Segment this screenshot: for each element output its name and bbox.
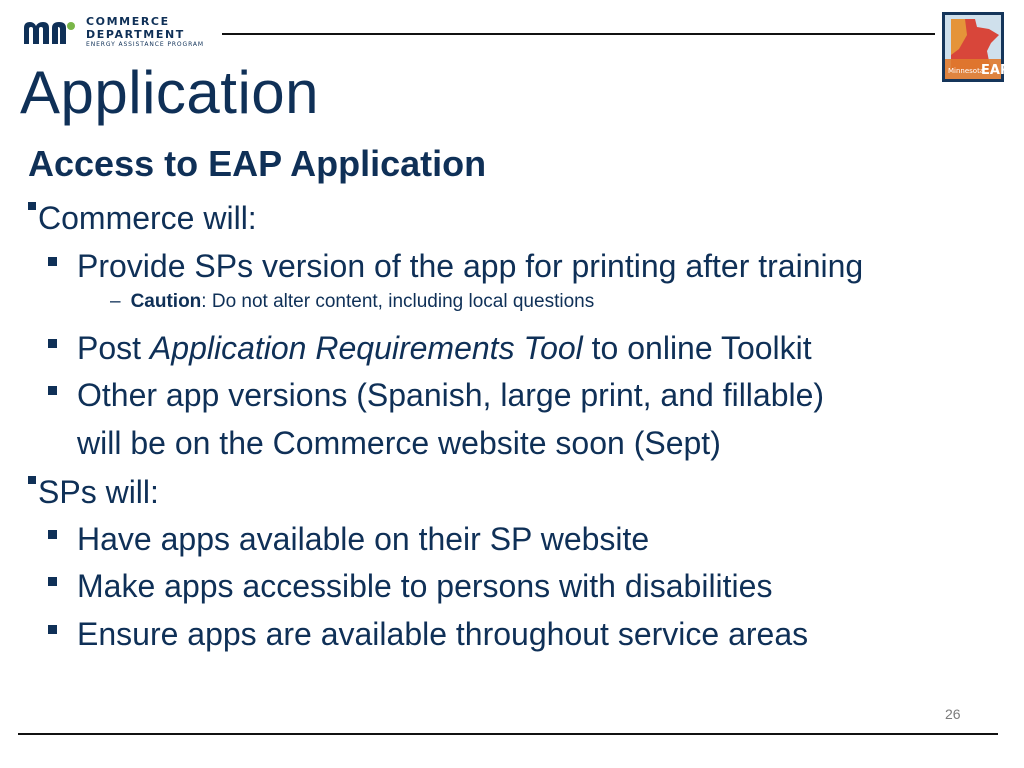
bullet-square-icon xyxy=(48,257,57,266)
bullet-square-icon xyxy=(48,577,57,586)
tool-suffix: to online Toolkit xyxy=(582,330,812,366)
commerce-item-post xyxy=(48,325,812,372)
commerce-item-text: will be on the Commerce website soon (Sept) xyxy=(77,425,721,461)
commerce-item-provide xyxy=(48,243,863,290)
header-divider xyxy=(222,33,935,35)
bullet-sps xyxy=(28,469,159,516)
logo-line-program: ENERGY ASSISTANCE PROGRAM xyxy=(86,41,205,48)
dash-bullet: – xyxy=(110,291,121,313)
bullet-commerce xyxy=(28,195,257,242)
logo-line-department: DEPARTMENT xyxy=(86,28,185,41)
commerce-item-other-continued xyxy=(77,420,721,467)
caution-label: Caution xyxy=(130,291,202,312)
bullet-square-icon xyxy=(48,386,57,395)
caution-text: : Do not alter content, including local questions xyxy=(201,291,595,312)
commerce-item-text: Provide SPs version of the app for printing after training xyxy=(77,248,864,284)
tool-name: Application Requirements Tool xyxy=(149,330,583,366)
sps-item xyxy=(48,611,808,658)
section-subtitle: Access to EAP Application xyxy=(28,143,487,184)
caution-note xyxy=(110,288,594,316)
sps-item-text: Ensure apps are available throughout service areas xyxy=(77,616,809,652)
bullet-square-icon xyxy=(48,339,57,348)
minnesota-eap-logo xyxy=(942,12,1010,82)
bullet-square-icon xyxy=(28,476,36,484)
logo-line-commerce: COMMERCE xyxy=(86,15,170,28)
eap-logo-small-text: Minnesota xyxy=(948,67,985,75)
bullet-square-icon xyxy=(28,202,36,210)
sps-item-text: Have apps available on their SP website xyxy=(77,521,650,557)
sps-item xyxy=(48,563,772,610)
commerce-item-text: Other app versions (Spanish, large print, and fillable) xyxy=(77,377,825,413)
footer-divider xyxy=(18,733,998,735)
sps-item-text: Make apps accessible to persons with disabilities xyxy=(77,568,773,604)
page-title: Application xyxy=(20,59,320,126)
sps-item xyxy=(48,516,649,563)
commerce-heading: Commerce will: xyxy=(38,200,257,236)
bullet-square-icon xyxy=(48,625,57,634)
page-number: 26 xyxy=(945,706,961,722)
mn-logo-icon xyxy=(22,18,78,46)
commerce-logo xyxy=(22,16,204,48)
bullet-square-icon xyxy=(48,530,57,539)
sps-heading: SPs will: xyxy=(38,474,159,510)
commerce-item-text: Post xyxy=(77,330,150,366)
eap-logo-text: EAP xyxy=(981,63,1010,78)
commerce-item-other xyxy=(48,372,824,419)
